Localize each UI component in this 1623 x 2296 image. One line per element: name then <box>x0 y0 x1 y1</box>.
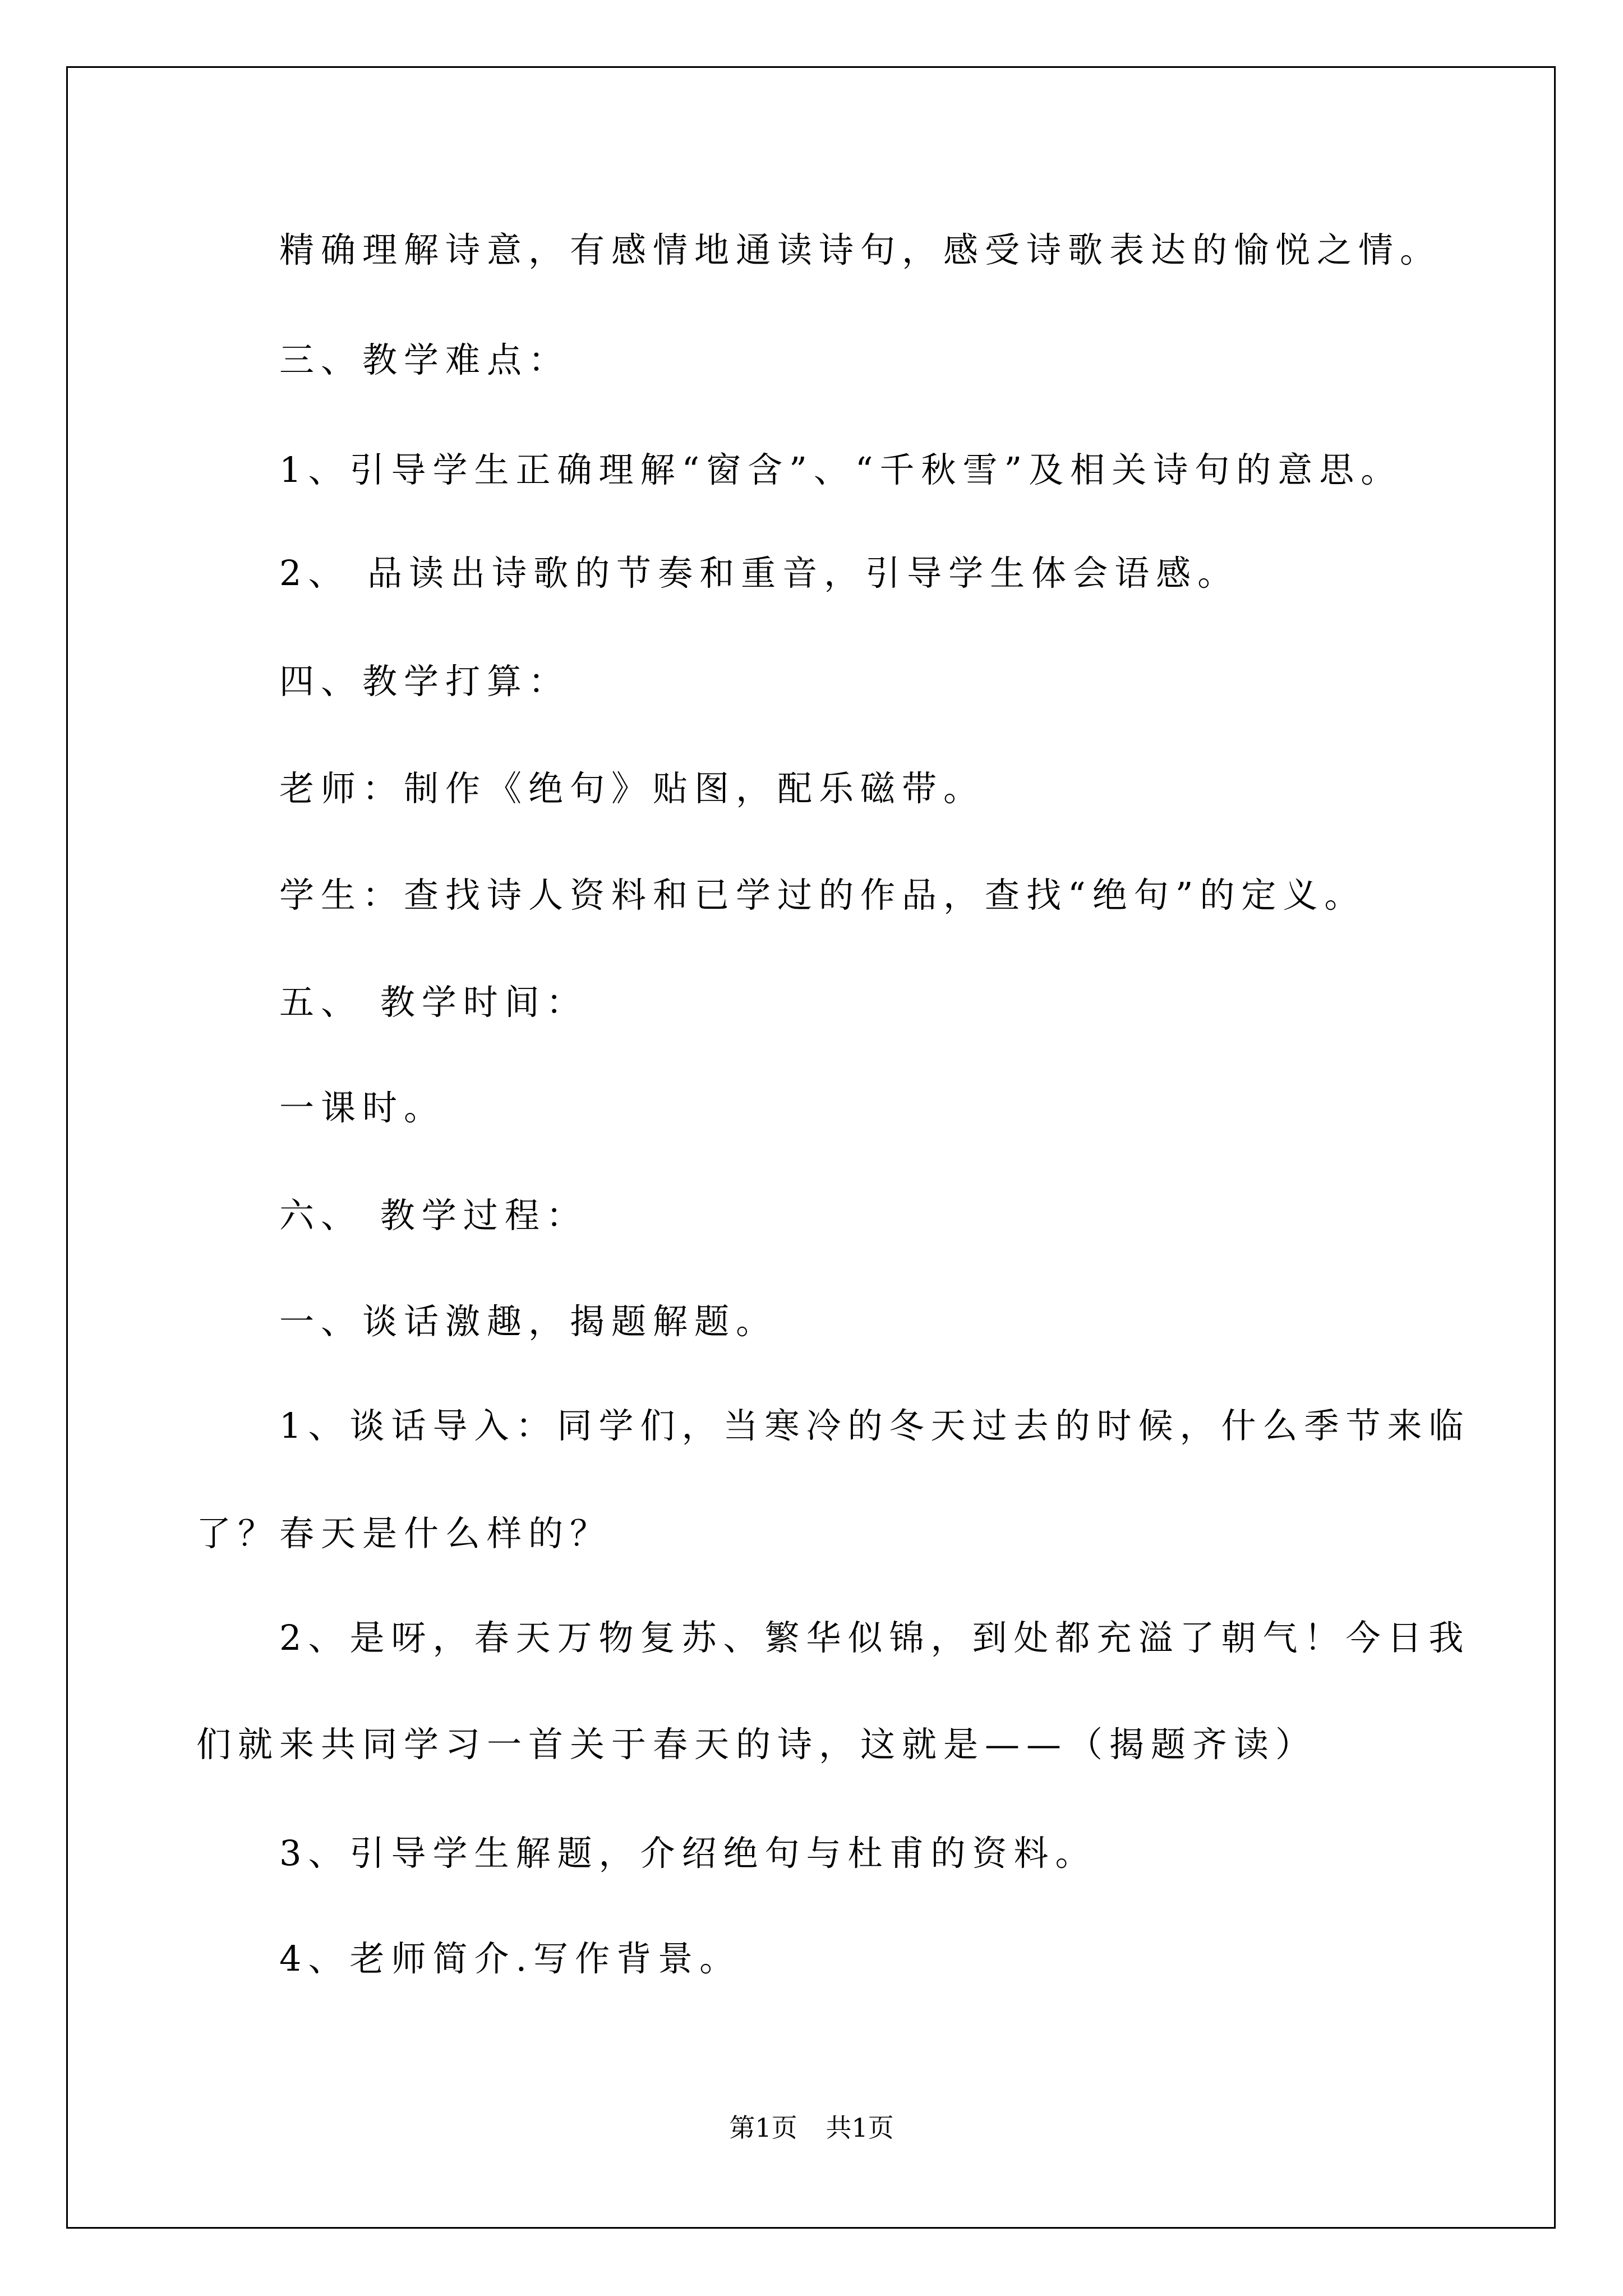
text-line: 2、是呀，春天万物复苏、繁华似锦，到处都充溢了朝气！今日我 <box>279 1617 1470 1658</box>
page-total: 共1页 <box>826 2113 894 2143</box>
text-line: 4、老师简介.写作背景。 <box>279 1938 741 1979</box>
text-line: 1、谈话导入：同学们，当寒冷的冬天过去的时候，什么季节来临 <box>279 1405 1470 1446</box>
section-heading: 六、 教学过程： <box>279 1195 588 1236</box>
text-line: 精确理解诗意，有感情地通读诗句，感受诗歌表达的愉悦之情。 <box>279 229 1442 270</box>
text-line: 老师：制作《绝句》贴图，配乐磁带。 <box>279 768 985 809</box>
text-line: 们就来共同学习一首关于春天的诗，这就是——（揭题齐读） <box>196 1724 1317 1765</box>
text-line: 学生：查找诗人资料和已学过的作品，查找“绝句”的定义。 <box>279 875 1366 915</box>
page-number: 第1页 <box>729 2113 797 2143</box>
text-line: 2、 品读出诗歌的节奏和重音，引导学生体会语感。 <box>279 553 1239 593</box>
text-line: 一课时。 <box>279 1087 446 1128</box>
text-line: 一、谈话激趣，揭题解题。 <box>279 1301 778 1342</box>
text-line: 了？春天是什么样的？ <box>196 1513 612 1554</box>
text-line: 3、引导学生解题，介绍绝句与杜甫的资料。 <box>279 1833 1097 1874</box>
page-footer <box>0 2111 1623 2145</box>
section-heading: 三、教学难点： <box>279 339 570 380</box>
section-heading: 五、 教学时间： <box>279 982 588 1023</box>
section-heading: 四、教学打算： <box>279 661 570 702</box>
text-line: 1、引导学生正确理解“窗含”、“千秋雪”及相关诗句的意思。 <box>279 449 1403 490</box>
